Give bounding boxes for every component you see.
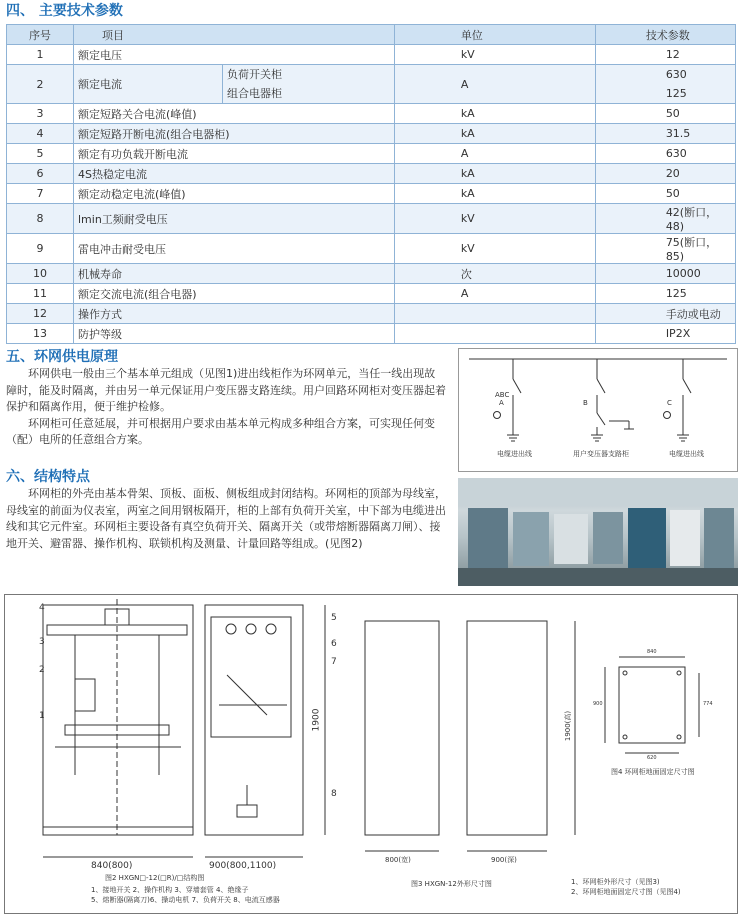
cell-unit: kV xyxy=(394,45,595,65)
table-row xyxy=(7,324,736,344)
cell-no: 12 xyxy=(7,304,74,324)
table-row xyxy=(7,184,736,204)
section5-p1: 环网供电一般由三个基本单元组成（见图1)进出线柜作为环网单元，当任一线出现故障时，能及时隔离，并由另一单元保证用户变压器支路连续。用户回路环网柜对变压器起着保护和隔离作用，便于维护检修。 xyxy=(6,367,446,413)
fig2-legend1: 1、接地开关 2、操作机构 3、穿墙套管 4、绝缘子 xyxy=(91,886,249,894)
fig3-caption: 图3 HXGN-12外形尺寸图 xyxy=(411,880,492,888)
fig4-note1: 1、环网柜外形尺寸（见图3) xyxy=(571,878,660,886)
section4-title: 四、 主要技术参数 xyxy=(6,3,123,19)
cell-value: 手动或电动 xyxy=(595,304,735,324)
table-row xyxy=(7,284,736,304)
cell-value: IP2X xyxy=(595,324,735,344)
cell-item: 4S热稳定电流 xyxy=(74,164,395,184)
fig4-top: 840 xyxy=(647,649,657,655)
cell-value: 630 xyxy=(595,144,735,164)
cell-value: 42(断口，48) xyxy=(595,204,735,234)
section6-p1: 环网柜的外壳由基本骨架、顶板、面板、侧板组成封闭结构。环网柜的顶部为母线室，母线室的前面为仪表室，两室之间用钢板隔开，柜的上部有负荷开关室，中下部为电缆进出线和其它元件室。环网柜主要设备有真空负荷开关、隔离开关（或带熔断器隔离刀闸）、接地开关、避雷器、操作机构、联锁机构及测量、计量回路等组成。(见图2) xyxy=(6,487,446,550)
cell-value xyxy=(595,65,735,104)
factory-photo xyxy=(458,478,738,586)
fig2-legend2: 5、熔断器(隔离刀)6、操动电机 7、负荷开关 8、电流互感器 xyxy=(91,896,280,904)
table-row xyxy=(7,234,736,264)
fig1-mark-b: B xyxy=(583,399,588,407)
cell-unit: 次 xyxy=(394,264,595,284)
cell-no: 7 xyxy=(7,184,74,204)
cell-item: 额定短路关合电流(峰值) xyxy=(74,104,395,124)
cell-no: 8 xyxy=(7,204,74,234)
fig1-mark-a: A xyxy=(499,399,504,407)
table-row xyxy=(7,264,736,284)
cell-unit: kV xyxy=(394,234,595,264)
section5-p2: 环网柜可任意延展，并可根据用户要求由基本单元构成多种组合方案，可实现任何变（配）电所的任意组合方案。 xyxy=(6,416,435,446)
cell-value: 125 xyxy=(595,284,735,304)
fig2-caption: 图2 HXGN□-12(□R)/□结构图 xyxy=(105,874,205,882)
fig2-dim-width: 840(800) xyxy=(91,861,133,871)
table-row xyxy=(7,124,736,144)
col-unit: 单位 xyxy=(394,25,595,45)
structure-drawings xyxy=(4,594,738,914)
table-row xyxy=(7,65,736,104)
table-row xyxy=(7,304,736,324)
cell-unit xyxy=(394,304,595,324)
cell-value: 75(断口，85) xyxy=(595,234,735,264)
cell-unit xyxy=(394,324,595,344)
cell-item: lmin工频耐受电压 xyxy=(74,204,395,234)
cell-value2: 125 xyxy=(665,87,687,100)
cell-no: 13 xyxy=(7,324,74,344)
section5-text xyxy=(6,366,446,449)
section5-title: 五、环网供电原理 xyxy=(6,349,118,365)
cell-item: 额定电压 xyxy=(74,45,395,65)
cell-no: 10 xyxy=(7,264,74,284)
cell-value: 50 xyxy=(595,104,735,124)
cell-unit: A xyxy=(394,284,595,304)
cell-no: 1 xyxy=(7,45,74,65)
fig2-num-3: 3 xyxy=(39,637,45,647)
fig2-dim-height: 1900 xyxy=(311,708,322,732)
cell-item: 额定有功负载开断电流 xyxy=(74,144,395,164)
fig4-bottom: 620 xyxy=(647,755,657,761)
fig1-mark-c: C xyxy=(667,399,672,407)
cell-unit: A xyxy=(394,65,595,104)
fig2-num-8: 8 xyxy=(331,789,337,799)
fig4-caption: 图4 环网柜地面固定尺寸图 xyxy=(611,768,695,776)
cell-value1: 630 xyxy=(665,68,687,81)
cell-item: 额定短路开断电流(组合电器柜) xyxy=(74,124,395,144)
cell-item: 额定交流电流(组合电器) xyxy=(74,284,395,304)
fig4-left: 900 xyxy=(593,701,603,707)
table-row xyxy=(7,204,736,234)
cell-no: 11 xyxy=(7,284,74,304)
section6-text xyxy=(6,486,446,552)
table-row xyxy=(7,164,736,184)
cell-value: 12 xyxy=(595,45,735,65)
spec-table xyxy=(6,24,736,344)
cell-sub1: 负荷开关柜 xyxy=(227,68,282,81)
col-value: 技术参数 xyxy=(595,25,735,45)
table-row xyxy=(7,45,736,65)
fig4-note2: 2、环网柜地面固定尺寸图（见图4) xyxy=(571,888,681,896)
table-header xyxy=(7,25,736,45)
fig2-dim-depth: 900(800,1100) xyxy=(209,861,277,871)
cell-unit: kA xyxy=(394,124,595,144)
fig2-num-7: 7 xyxy=(331,657,337,667)
cell-item: 机械寿命 xyxy=(74,264,395,284)
fig3-width: 800(宽) xyxy=(385,856,411,864)
cell-item: 额定电流 xyxy=(74,65,223,104)
fig2-num-1: 1 xyxy=(39,711,45,721)
cell-value: 31.5 xyxy=(595,124,735,144)
fig3-height: 1900(高) xyxy=(564,710,573,742)
cell-unit: kA xyxy=(394,164,595,184)
cell-unit: A xyxy=(394,144,595,164)
fig1-mark-abc: ABC xyxy=(495,391,510,399)
table-row xyxy=(7,104,736,124)
cell-item: 防护等级 xyxy=(74,324,395,344)
fig4-right: 774 xyxy=(703,701,713,707)
cell-no: 6 xyxy=(7,164,74,184)
cell-no: 5 xyxy=(7,144,74,164)
col-no: 序号 xyxy=(7,25,74,45)
cell-no: 3 xyxy=(7,104,74,124)
section6-title: 六、结构特点 xyxy=(6,469,90,485)
fig2-num-6: 6 xyxy=(331,639,337,649)
cell-sub2: 组合电器柜 xyxy=(227,87,282,100)
cell-sub xyxy=(223,65,395,104)
fig3-depth: 900(深) xyxy=(491,856,517,864)
cell-value: 20 xyxy=(595,164,735,184)
cell-item: 额定动稳定电流(峰值) xyxy=(74,184,395,204)
cell-no: 4 xyxy=(7,124,74,144)
cell-unit: kA xyxy=(394,184,595,204)
fig1-label-left: 电缆进出线 xyxy=(497,450,532,458)
figure1-diagram xyxy=(458,348,738,472)
cell-value: 50 xyxy=(595,184,735,204)
col-item: 项目 xyxy=(74,25,395,45)
fig2-num-4: 4 xyxy=(39,603,45,613)
fig1-label-right: 电缆进出线 xyxy=(669,450,704,458)
fig1-label-mid: 用户变压器支路柜 xyxy=(573,450,629,458)
cell-no: 9 xyxy=(7,234,74,264)
table-row xyxy=(7,144,736,164)
cell-unit: kV xyxy=(394,204,595,234)
fig2-num-5: 5 xyxy=(331,613,337,623)
factory-photo-svg xyxy=(458,478,738,586)
cell-item: 操作方式 xyxy=(74,304,395,324)
fig2-num-2: 2 xyxy=(39,665,45,675)
cell-unit: kA xyxy=(394,104,595,124)
cell-value: 10000 xyxy=(595,264,735,284)
cell-no: 2 xyxy=(7,65,74,104)
cell-item: 雷电冲击耐受电压 xyxy=(74,234,395,264)
